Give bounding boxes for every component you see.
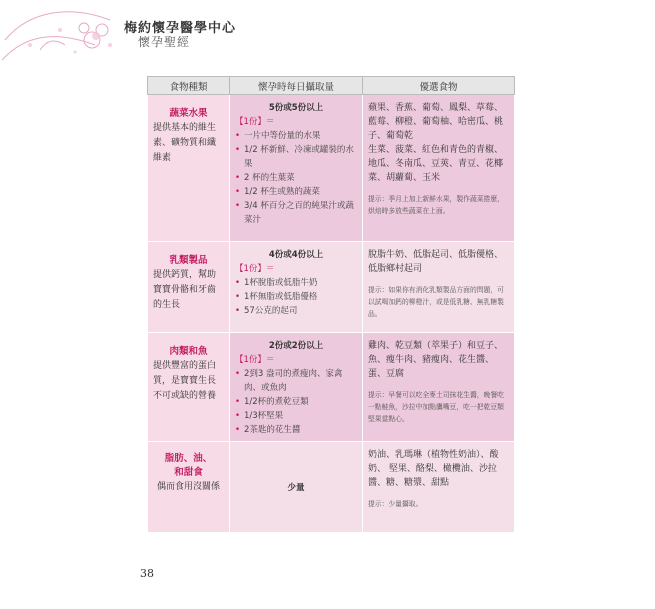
serving-list [235, 276, 357, 318]
list-item: • 2 杯的生葉菜 [235, 171, 357, 185]
book-title: 梅約懷孕醫學中心 [124, 21, 237, 36]
tip-text: 提示：早餐可以吃全麥土司抹花生醬，晚餐吃一點鮭魚，沙拉中加點鷹嘴豆，吃一把乾豆類堅果當點心。 [368, 391, 504, 423]
serving-unit: 【1份】＝ [235, 355, 275, 365]
serving-list [235, 367, 357, 437]
list-item: • 1杯無脂或低脂優格 [235, 290, 357, 304]
list-item: • 一片中等份量的水果 [235, 129, 357, 143]
amount-heading: 4份或4份以上 [268, 250, 324, 260]
category-description: 提供基本的維生素、礦物質和纖維素 [153, 123, 217, 163]
amount-cell [230, 242, 363, 333]
category-name: 蔬菜水果 [169, 108, 208, 119]
amount-cell [230, 442, 363, 533]
preferred-foods: 蘋果、香蕉、葡萄、鳳梨、草莓、藍莓、柳橙、葡萄柚、哈密瓜、桃子、葡萄乾 生菜、菠菜、紅色和青色的青椒、地瓜、冬南瓜、豆莢、青豆、花椰菜、胡蘿蔔、玉米 [368, 103, 504, 183]
amount-cell [230, 333, 363, 442]
preferred-foods: 雞肉、乾豆類（萃果子）和豆子、魚、瘦牛肉、豬瘦肉、花生醬、蛋、豆腐 [368, 341, 504, 379]
category-cell [148, 242, 230, 333]
category-cell [148, 333, 230, 442]
category-description: 提供豐富的蛋白質，是寶寶生長不可或缺的營養 [153, 361, 217, 401]
category-description: 偶而食用沒關係 [156, 482, 220, 492]
serving-unit: 【1份】＝ [235, 264, 275, 274]
list-item: • 2到3 盎司的煮瘦肉、家禽肉、或魚肉 [235, 367, 357, 395]
category-name: 乳類製品 [169, 255, 208, 266]
page-header [0, 0, 260, 70]
amount-heading: 2份或2份以上 [268, 341, 324, 351]
column-header: 懷孕時每日攝取量 [230, 77, 363, 95]
table-row [148, 242, 515, 333]
amount-cell [230, 95, 363, 242]
serving-unit: 【1份】＝ [235, 117, 275, 127]
preferred-foods-cell [363, 242, 515, 333]
tip-text: 提示：少量攝取。 [368, 500, 423, 508]
preferred-foods: 脫脂牛奶、低脂起司、低脂優格、低脂鄉村起司 [368, 250, 504, 274]
serving-list [235, 129, 357, 227]
column-header: 優選食物 [363, 77, 515, 95]
preferred-foods-cell [363, 442, 515, 533]
preferred-foods-cell [363, 333, 515, 442]
category-cell [148, 442, 230, 533]
category-description: 提供鈣質，幫助寶寶骨骼和牙齒的生長 [153, 270, 217, 310]
page-number: 38 [140, 567, 154, 580]
preferred-foods: 奶油、乳瑪琳（植物性奶油）、酸奶、 堅果、酪梨、橄欖油、沙拉醬、糖、糖漿、甜點 [368, 450, 499, 488]
list-item: • 1/2 杯新鮮、冷凍或罐裝的水果 [235, 143, 357, 171]
list-item: • 57公克的起司 [235, 304, 357, 318]
list-item: • 1杯脫脂或低脂牛奶 [235, 276, 357, 290]
amount-heading: 5份或5份以上 [268, 103, 324, 113]
table-row [148, 333, 515, 442]
tip-text: 提示：如果你有消化乳類製品方面的問題，可以試喝加鈣的柳橙汁，或是低乳糖、無乳糖製品。 [368, 286, 504, 318]
category-cell [148, 95, 230, 242]
table-header-row [148, 77, 515, 95]
category-name: 脂肪、油、 和甜食 [164, 453, 213, 478]
amount-heading: 少量 [287, 483, 305, 493]
tip-text: 提示：季月上加上新鮮水果，製作蔬菜捲麼，烘焙時多放些蔬菜在上面。 [368, 195, 504, 215]
table-row [148, 442, 515, 533]
list-item: • 2茶匙的花生醬 [235, 423, 357, 437]
list-item: • 1/2杯的煮乾豆類 [235, 395, 357, 409]
list-item: • 1/3杯堅果 [235, 409, 357, 423]
category-name: 肉類和魚 [169, 346, 208, 357]
table-row [148, 95, 515, 242]
book-subtitle: 懷孕聖經 [138, 35, 191, 49]
list-item: • 3/4 杯百分之百的純果汁或蔬菜汁 [235, 199, 357, 227]
list-item: • 1/2 杯生或熟的蔬菜 [235, 185, 357, 199]
preferred-foods-cell [363, 95, 515, 242]
food-table [147, 76, 515, 533]
column-header: 食物種類 [148, 77, 230, 95]
